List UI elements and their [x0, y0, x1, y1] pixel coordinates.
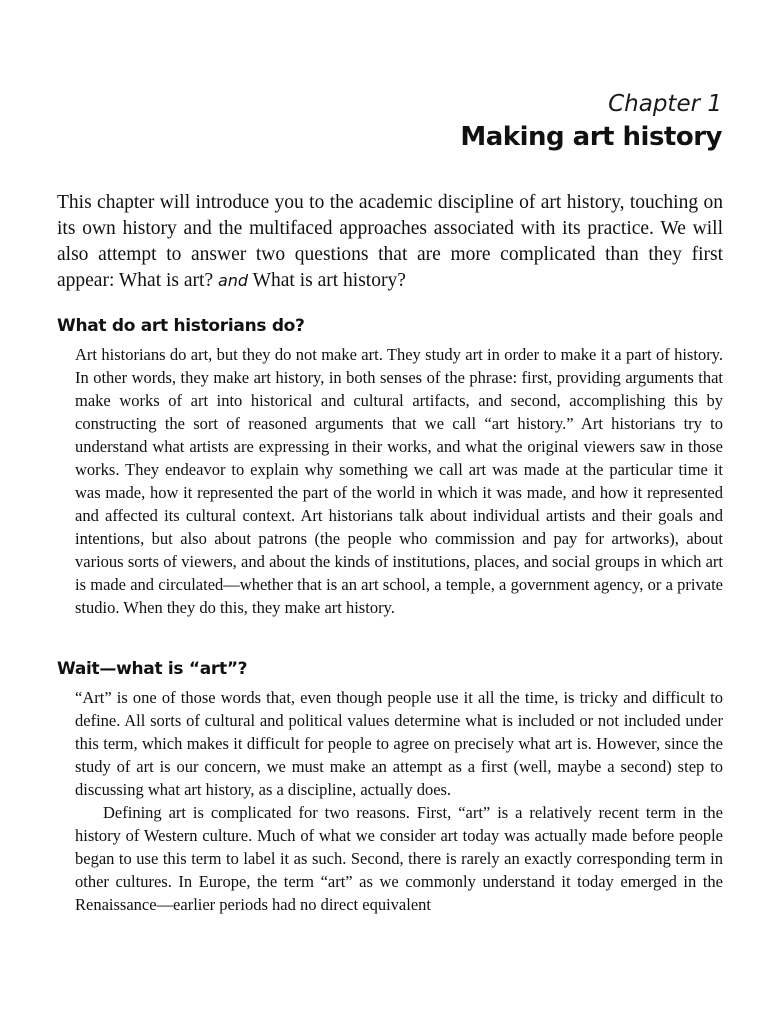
section-heading: What do art historians do?: [57, 316, 305, 336]
intro-text-end: What is art history?: [248, 270, 406, 291]
chapter-number: Chapter 1: [608, 91, 722, 117]
body-paragraph: Defining art is complicated for two reasons. First, “art” is a relatively recent term in the history of Western culture. Much of what we consider art today was actually made before people began to use this term to label it as such. Second, there is rarely an exactly corresponding term in other cultures. In Europe, the term “art” as we commonly understand it today emerged in the Renaissance—earlier periods had no direct equivalent: [75, 803, 723, 914]
body-paragraph: Art historians do art, but they do not make art. They study art in order to make it a part of history. In other words, they make art history, in both senses of the phrase: first, providing arguments that make works of art into historical and cultural artifacts, and second, accomplishing this by constructing the sort of reasoned arguments that we call “art history.” Art historians try to understand what artists are expressing in their works, and what the original viewers saw in those works. They endeavor to explain why something we call art was made at the particular time it was made, how it represented the part of the world in which it was made, and how it represented and affected its cultural context. Art historians talk about individual artists and their goals and intentions, but also about patrons (the people who commission and pay for artworks), about various sorts of viewers, and about the kinds of institutions, places, and social groups in which art is made and circulated—whether that is an art school, a temple, a government agency, or a private studio. When they do this, they make art history.: [75, 345, 723, 617]
chapter-title: Making art history: [460, 122, 722, 152]
section-body: [75, 686, 723, 916]
section-body: [75, 343, 723, 619]
intro-italic-word: and: [217, 271, 249, 290]
section-heading: Wait—what is “art”?: [57, 659, 248, 679]
body-paragraph: “Art” is one of those words that, even though people use it all the time, is tricky and difficult to define. All sorts of cultural and political values determine what is included or not included under this term, which makes it difficult for people to agree on precisely what art is. However, since the study of art is our concern, we must make an attempt as a first (well, maybe a second) step to discussing what art history, as a discipline, actually does.: [75, 688, 723, 799]
section-art-historians: [57, 313, 723, 619]
section-what-is-art: [57, 656, 723, 916]
intro-text-start: This chapter will introduce you to the academic discipline of art history, touching on its own history and the multifaced approaches associated with its practice. We will also attempt to answer two questions that are more complicated than they first appear: What is art?: [57, 192, 723, 291]
chapter-header: [460, 88, 722, 154]
intro-paragraph: [57, 190, 723, 294]
